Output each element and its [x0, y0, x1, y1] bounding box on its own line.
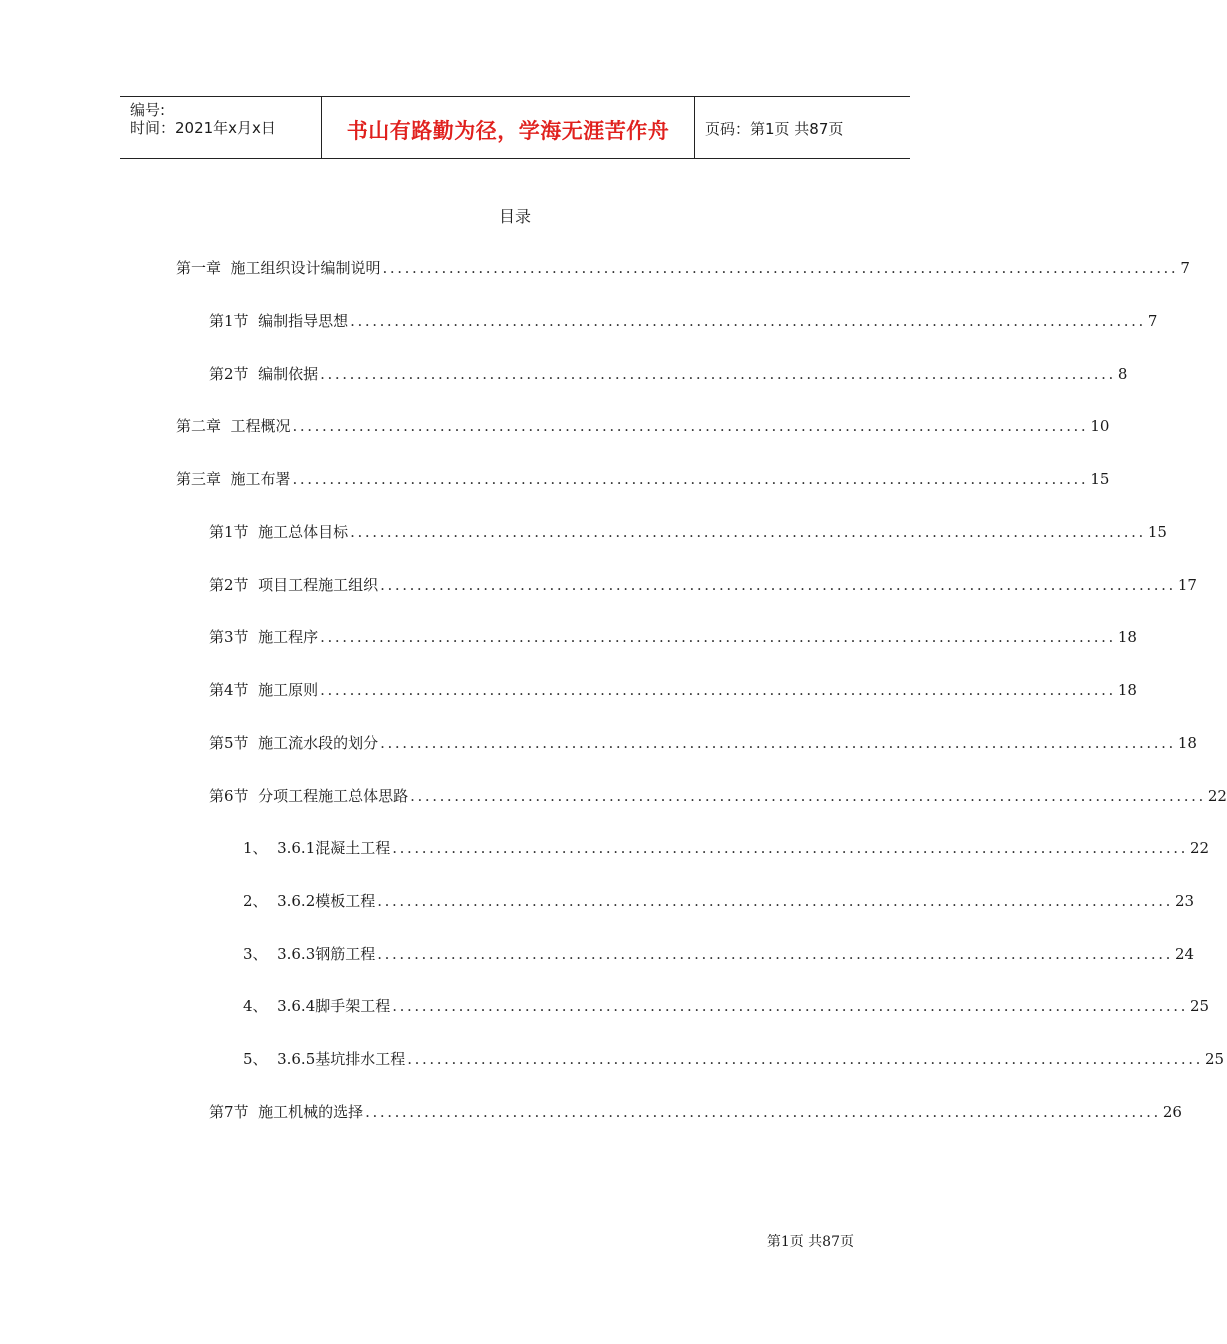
toc-entry-label: 第7节 施工机械的选择 [209, 1103, 364, 1121]
toc-entry-label: 第2节 项目工程施工组织 [209, 576, 379, 594]
toc-entry[interactable] [209, 1102, 1182, 1122]
document-number-label: 编号: [130, 101, 166, 119]
toc-entry-label: 第4节 施工原则 [209, 681, 319, 699]
toc-entry-page: 26 [1162, 1103, 1182, 1121]
toc-leader-dots: ............................................................................................................ [350, 523, 1146, 541]
page-footer: 第1页 共87页 [766, 1234, 854, 1250]
toc-entry[interactable] [243, 996, 1210, 1016]
toc-entry[interactable] [209, 680, 1137, 700]
toc-entry-page: 18 [1177, 734, 1197, 752]
header-motto-cell [322, 97, 695, 158]
toc-entry-page: 15 [1147, 523, 1167, 541]
toc-entry-label: 1、 3.6.1混凝土工程 [243, 839, 391, 857]
toc-leader-dots: ............................................................................................................ [380, 576, 1176, 594]
toc-leader-dots: ............................................................................................................ [350, 312, 1146, 330]
toc-leader-dots: ............................................................................................................ [292, 417, 1089, 435]
document-time: 时间：2021年x月x日 [130, 119, 276, 137]
toc-entry-page: 18 [1117, 681, 1137, 699]
toc-entry-page: 7 [1147, 312, 1158, 330]
toc-entry[interactable] [209, 364, 1128, 384]
toc-entry-page: 7 [1180, 259, 1190, 277]
header-page-cell [695, 97, 910, 158]
document-header [120, 96, 910, 159]
header-motto: 书山有路勤为径，学海无涯苦作舟 [346, 119, 670, 143]
toc-entry[interactable] [209, 733, 1197, 753]
toc-entry[interactable] [209, 311, 1158, 331]
toc-leader-dots: ............................................................................................................ [320, 681, 1116, 699]
toc-entry-label: 第二章 工程概况 [176, 417, 291, 435]
toc-entry[interactable] [243, 838, 1210, 858]
toc-entry-page: 22 [1207, 787, 1227, 805]
toc-leader-dots: ............................................................................................................ [292, 470, 1089, 488]
toc-leader-dots: ............................................................................................................ [392, 997, 1189, 1015]
toc-entry-label: 第6节 分项工程施工总体思路 [209, 787, 409, 805]
toc-entry[interactable] [176, 258, 1190, 278]
toc-entry[interactable] [209, 627, 1137, 647]
toc-entry-page: 25 [1190, 997, 1210, 1015]
toc-entry-label: 第一章 施工组织设计编制说明 [176, 259, 381, 277]
toc-entry-label: 第三章 施工布署 [176, 470, 291, 488]
toc-leader-dots: ............................................................................................................ [382, 259, 1179, 277]
toc-leader-dots: ............................................................................................................ [392, 839, 1189, 857]
toc-entry-label: 3、 3.6.3钢筋工程 [243, 945, 376, 963]
toc-leader-dots: ............................................................................................................ [320, 628, 1116, 646]
toc-entry[interactable] [209, 575, 1197, 595]
toc-entry[interactable] [243, 1049, 1225, 1069]
toc-entry[interactable] [176, 416, 1110, 436]
toc-entry[interactable] [243, 944, 1195, 964]
toc-entry-page: 18 [1117, 628, 1137, 646]
toc-entry[interactable] [176, 469, 1110, 489]
toc-entry-page: 10 [1090, 417, 1110, 435]
toc-entry-page: 8 [1117, 365, 1128, 383]
toc-leader-dots: ............................................................................................................ [365, 1103, 1161, 1121]
toc-entry-label: 第1节 施工总体目标 [209, 523, 349, 541]
toc-entry[interactable] [243, 891, 1195, 911]
toc-entry-page: 23 [1175, 892, 1195, 910]
toc-entry-label: 5、 3.6.5基坑排水工程 [243, 1050, 406, 1068]
header-page-info: 页码：第1页 共87页 [705, 120, 844, 138]
toc-entry-page: 15 [1090, 470, 1110, 488]
toc-entry-page: 25 [1205, 1050, 1225, 1068]
header-info-cell [120, 97, 322, 158]
toc-leader-dots: ............................................................................................................ [320, 365, 1116, 383]
toc-entry-label: 第5节 施工流水段的划分 [209, 734, 379, 752]
toc-entry-page: 17 [1177, 576, 1197, 594]
toc-leader-dots: ............................................................................................................ [410, 787, 1206, 805]
toc-leader-dots: ............................................................................................................ [407, 1050, 1204, 1068]
toc-entry-label: 第1节 编制指导思想 [209, 312, 349, 330]
toc-entry[interactable] [209, 522, 1167, 542]
toc-entry[interactable] [209, 786, 1227, 806]
toc-entry-label: 4、 3.6.4脚手架工程 [243, 997, 391, 1015]
toc-entry-page: 24 [1175, 945, 1195, 963]
toc-title: 目录 [498, 207, 531, 226]
toc-leader-dots: ............................................................................................................ [377, 945, 1174, 963]
toc-entry-label: 2、 3.6.2模板工程 [243, 892, 376, 910]
toc-entry-label: 第2节 编制依据 [209, 365, 319, 383]
toc-leader-dots: ............................................................................................................ [377, 892, 1174, 910]
toc-leader-dots: ............................................................................................................ [380, 734, 1176, 752]
toc-entry-page: 22 [1190, 839, 1210, 857]
toc-entry-label: 第3节 施工程序 [209, 628, 319, 646]
